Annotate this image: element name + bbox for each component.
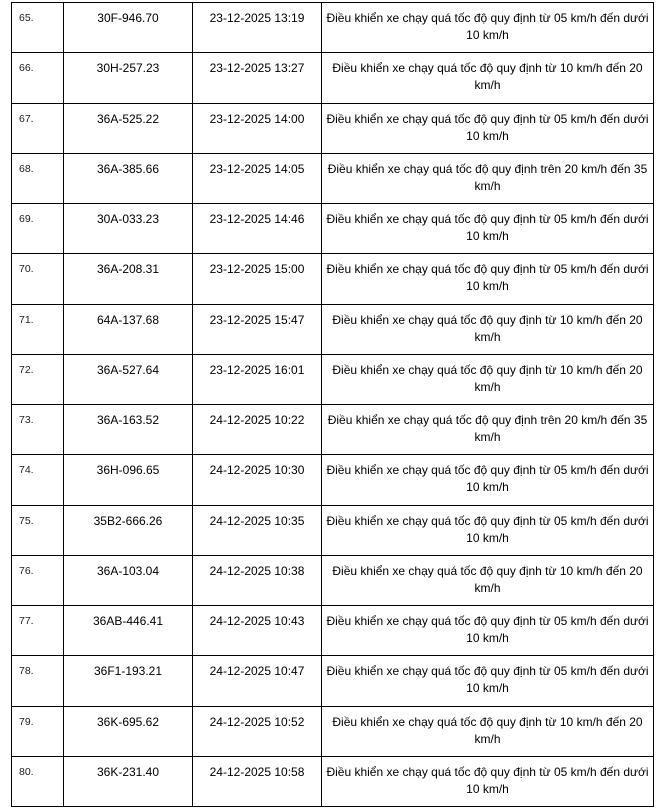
- violation-description: Điều khiển xe chạy quá tốc độ quy định từ 05 km/h đến dưới 10 km/h: [322, 756, 654, 806]
- violation-time: 23-12-2025 13:27: [193, 53, 322, 103]
- violation-time: 23-12-2025 13:19: [193, 3, 322, 53]
- table-row: [12, 606, 654, 656]
- violation-description: Điều khiển xe chạy quá tốc độ quy định từ 05 km/h đến dưới 10 km/h: [322, 204, 654, 254]
- table-body: [12, 3, 654, 807]
- row-number: 75.: [12, 505, 64, 555]
- violation-description: Điều khiển xe chạy quá tốc độ quy định trên 20 km/h đến 35 km/h: [322, 405, 654, 455]
- violation-time: 23-12-2025 14:46: [193, 204, 322, 254]
- table-row: [12, 3, 654, 53]
- violation-description: Điều khiển xe chạy quá tốc độ quy định từ 05 km/h đến dưới 10 km/h: [322, 254, 654, 304]
- license-plate: 36A-527.64: [64, 354, 193, 404]
- table-row: [12, 555, 654, 605]
- table-row: [12, 103, 654, 153]
- license-plate: 36K-231.40: [64, 756, 193, 806]
- violation-description: Điều khiển xe chạy quá tốc độ quy định từ 05 km/h đến dưới 10 km/h: [322, 505, 654, 555]
- license-plate: 36A-385.66: [64, 153, 193, 203]
- violation-description: Điều khiển xe chạy quá tốc độ quy định từ 10 km/h đến 20 km/h: [322, 354, 654, 404]
- table-row: [12, 204, 654, 254]
- violation-description: Điều khiển xe chạy quá tốc độ quy định từ 05 km/h đến dưới 10 km/h: [322, 103, 654, 153]
- row-number: 76.: [12, 555, 64, 605]
- row-number: 73.: [12, 405, 64, 455]
- row-number: 72.: [12, 354, 64, 404]
- row-number: 79.: [12, 706, 64, 756]
- row-number: 74.: [12, 455, 64, 505]
- row-number: 66.: [12, 53, 64, 103]
- table-row: [12, 706, 654, 756]
- license-plate: 36H-096.65: [64, 455, 193, 505]
- violation-time: 23-12-2025 16:01: [193, 354, 322, 404]
- license-plate: 30A-033.23: [64, 204, 193, 254]
- violation-time: 24-12-2025 10:30: [193, 455, 322, 505]
- violation-description: Điều khiển xe chạy quá tốc độ quy định từ 10 km/h đến 20 km/h: [322, 555, 654, 605]
- license-plate: 30F-946.70: [64, 3, 193, 53]
- violation-description: Điều khiển xe chạy quá tốc độ quy định trên 20 km/h đến 35 km/h: [322, 153, 654, 203]
- violation-description: Điều khiển xe chạy quá tốc độ quy định từ 10 km/h đến 20 km/h: [322, 53, 654, 103]
- violation-description: Điều khiển xe chạy quá tốc độ quy định từ 05 km/h đến dưới 10 km/h: [322, 3, 654, 53]
- license-plate: 36K-695.62: [64, 706, 193, 756]
- violation-time: 24-12-2025 10:52: [193, 706, 322, 756]
- row-number: 70.: [12, 254, 64, 304]
- violation-description: Điều khiển xe chạy quá tốc độ quy định từ 05 km/h đến dưới 10 km/h: [322, 656, 654, 706]
- violation-description: Điều khiển xe chạy quá tốc độ quy định từ 10 km/h đến 20 km/h: [322, 706, 654, 756]
- license-plate: 35B2-666.26: [64, 505, 193, 555]
- violations-table: [11, 2, 654, 807]
- violation-time: 23-12-2025 14:05: [193, 153, 322, 203]
- row-number: 78.: [12, 656, 64, 706]
- row-number: 67.: [12, 103, 64, 153]
- row-number: 68.: [12, 153, 64, 203]
- violation-time: 23-12-2025 15:00: [193, 254, 322, 304]
- violation-time: 24-12-2025 10:35: [193, 505, 322, 555]
- license-plate: 36AB-446.41: [64, 606, 193, 656]
- violation-description: Điều khiển xe chạy quá tốc độ quy định từ 05 km/h đến dưới 10 km/h: [322, 606, 654, 656]
- license-plate: 30H-257.23: [64, 53, 193, 103]
- violation-time: 23-12-2025 14:00: [193, 103, 322, 153]
- table-row: [12, 254, 654, 304]
- table-row: [12, 756, 654, 806]
- table-row: [12, 304, 654, 354]
- table-row: [12, 505, 654, 555]
- table-row: [12, 354, 654, 404]
- license-plate: 36A-163.52: [64, 405, 193, 455]
- license-plate: 36A-103.04: [64, 555, 193, 605]
- row-number: 77.: [12, 606, 64, 656]
- violation-time: 23-12-2025 15:47: [193, 304, 322, 354]
- violation-description: Điều khiển xe chạy quá tốc độ quy định từ 10 km/h đến 20 km/h: [322, 304, 654, 354]
- violation-time: 24-12-2025 10:47: [193, 656, 322, 706]
- violation-time: 24-12-2025 10:43: [193, 606, 322, 656]
- violation-time: 24-12-2025 10:58: [193, 756, 322, 806]
- row-number: 69.: [12, 204, 64, 254]
- table-row: [12, 455, 654, 505]
- table-row: [12, 53, 654, 103]
- license-plate: 64A-137.68: [64, 304, 193, 354]
- violation-time: 24-12-2025 10:22: [193, 405, 322, 455]
- violation-time: 24-12-2025 10:38: [193, 555, 322, 605]
- table-row: [12, 153, 654, 203]
- violation-description: Điều khiển xe chạy quá tốc độ quy định từ 05 km/h đến dưới 10 km/h: [322, 455, 654, 505]
- license-plate: 36A-525.22: [64, 103, 193, 153]
- row-number: 80.: [12, 756, 64, 806]
- license-plate: 36A-208.31: [64, 254, 193, 304]
- row-number: 65.: [12, 3, 64, 53]
- table-row: [12, 405, 654, 455]
- license-plate: 36F1-193.21: [64, 656, 193, 706]
- row-number: 71.: [12, 304, 64, 354]
- table-row: [12, 656, 654, 706]
